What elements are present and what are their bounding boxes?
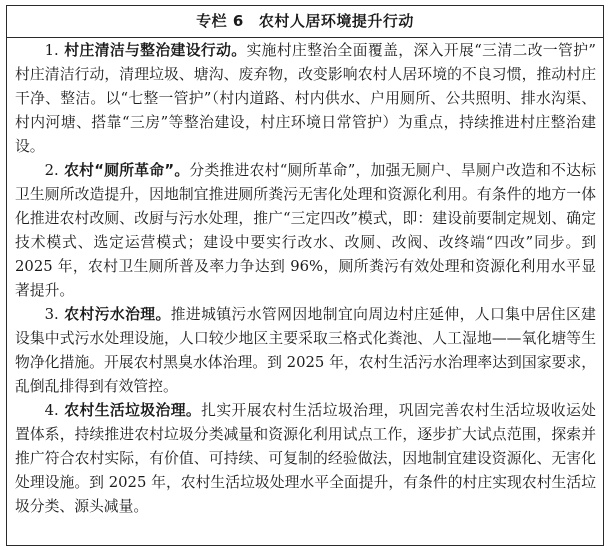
item-number: 3. — [44, 306, 59, 323]
panel-header — [7, 6, 603, 38]
panel-body — [7, 38, 603, 519]
column-label: 专栏 6 — [196, 12, 244, 30]
item-number: 4. — [44, 402, 59, 419]
column-panel — [6, 5, 604, 546]
action-item-2 — [15, 159, 596, 303]
item-heading: 农村污水治理。 — [63, 306, 171, 323]
action-item-4 — [15, 399, 596, 519]
item-heading: 农村“厕所革命”。 — [63, 162, 190, 179]
item-body: 分类推进农村“厕所革命”，加强无厕户、旱厕户改造和不达标卫生厕所改造提升，因地制宜推进厕所粪污无害化处理和资源化利用。有条件的地方一体化推进农村改厕、改厨与污水处理，推广“三定四改”模式，即：建设前要制定规划、确定技术模式、选定运营模式；建设中要实行改水、改厕、改阀、改终端“四改”同步。到 2025 年，农村卫生厕所普及率力争达到 96%，厕所粪污有效处理和资源化利用水平显著提升。 — [15, 162, 596, 299]
item-number: 2. — [44, 162, 59, 179]
item-number: 1. — [44, 42, 59, 59]
item-body: 推进城镇污水管网因地制宜向周边村庄延伸，人口集中居住区建设集中式污水处理设施，人口较少地区主要采取三格式化粪池、人工湿地——氧化塘等生物净化措施。开展农村黑臭水体治理。到 2025 年，农村生活污水治理率达到国家要求，乱倒乱排得到有效管控。 — [15, 306, 596, 395]
item-body: 扎实开展农村生活垃圾治理，巩固完善农村生活垃圾收运处置体系，持续推进农村垃圾分类减量和资源化利用试点工作，逐步扩大试点范围，探索并推广符合农村实际，有价值、可持续、可复制的经验做法，因地制宜建设资源化、无害化处理设施。到 2025 年，农村生活垃圾处理水平全面提升，有条件的村庄实现农村生活垃圾分类、源头减量。 — [15, 402, 596, 515]
item-body: 实施村庄整治全面覆盖，深入开展“三清二改一管护”村庄清洁行动，清理垃圾、塘沟、废弃物，改变影响农村人居环境的不良习惯，推动村庄干净、整洁。以“七整一管护”（村内道路、村内供水、户用厕所、公共照明、排水沟渠、村内河塘、搭靠“三房”等整治建设，村庄环境日常管护）为重点，持续推进村庄整治建设。 — [15, 42, 596, 155]
column-title: 农村人居环境提升行动 — [258, 12, 414, 30]
item-heading: 村庄清洁与整治建设行动。 — [63, 42, 247, 59]
action-item-1 — [15, 39, 596, 159]
item-heading: 农村生活垃圾治理。 — [63, 402, 202, 419]
action-item-3 — [15, 303, 596, 399]
